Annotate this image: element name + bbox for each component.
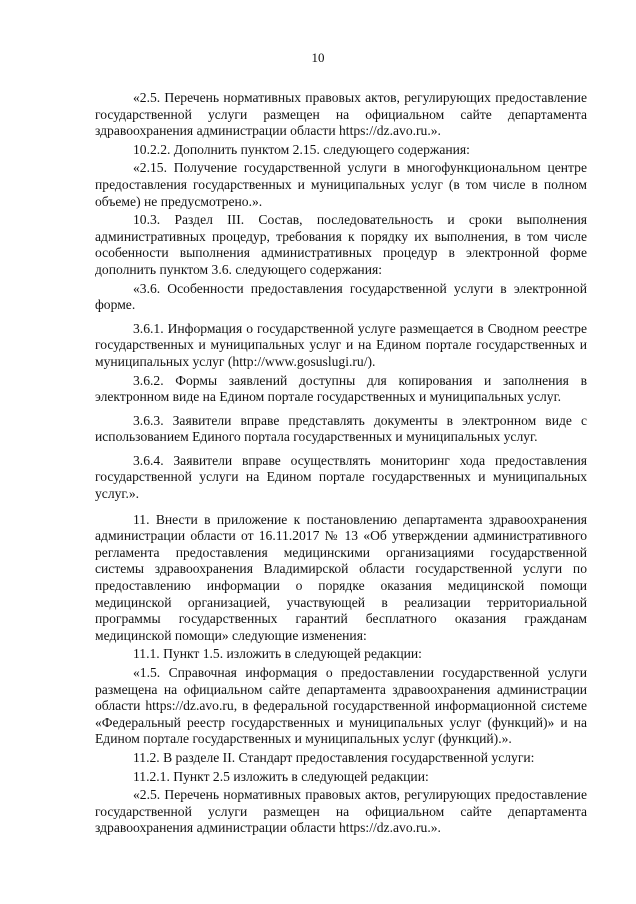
paragraph-11-2-1: 11.2.1. Пункт 2.5 изложить в следующей редакции: [133, 768, 429, 784]
paragraph-10-2-2: 10.2.2. Дополнить пунктом 2.15. следующего содержания: [133, 141, 470, 157]
paragraph-11-1: 11.1. Пункт 1.5. изложить в следующей редакции: [133, 646, 422, 662]
paragraph-3-6-4: 3.6.4. Заявители вправе осуществлять мониторинг хода предоставления государственной услуги на Едином портале государственных и муниципальных услуг.». [95, 452, 587, 502]
document-body [95, 90, 587, 837]
paragraph-2-5-quote: «2.5. Перечень нормативных правовых актов, регулирующих предоставление государственной услуги размещен на официальном сайте департамента здравоохранения администрации области https://dz.avo.ru.». [95, 90, 587, 139]
paragraph-1-5-quote: «1.5. Справочная информация о предоставлении государственной услуги размещена на официальном сайте департамента здравоохранения администрации области https://dz.avo.ru, в федеральной государственной информационной системе «Федеральный реестр государственных и муниципальных услуг (функций)» и на Едином портале государственных и муниципальных услуг (функций).». [95, 665, 587, 747]
paragraph-2-15-quote: «2.15. Получение государственной услуги в многофункциональном центре предоставления государственных и муниципальных услуг (в том числе в полном объеме) не предусмотрено.». [95, 160, 587, 209]
paragraph-11-2: 11.2. В разделе II. Стандарт предоставления государственной услуги: [133, 749, 535, 765]
paragraph-3-6: «3.6. Особенности предоставления государственной услуги в электронной форме. [95, 280, 587, 313]
paragraph-3-6-3: 3.6.3. Заявители вправе представлять документы в электронном виде с использованием Единого портала государственных и муниципальных услуг. [95, 412, 587, 445]
paragraph-3-6-1: 3.6.1. Информация о государственной услуге размещается в Сводном реестре государственных и муниципальных услуг и на Едином портале государственных и муниципальных услуг (http://www.gosuslugi.ru/). [95, 320, 587, 369]
paragraph-3-6-2: 3.6.2. Формы заявлений доступны для копирования и заполнения в электронном виде на Едином портале государственных и муниципальных услуг. [95, 372, 587, 405]
page-number: 10 [311, 50, 325, 65]
paragraph-2-5-quote-repeat: «2.5. Перечень нормативных правовых актов, регулирующих предоставление государственной услуги размещен на официальном сайте департамента здравоохранения администрации области https://dz.avo.ru.». [95, 787, 587, 836]
paragraph-11: 11. Внести в приложение к постановлению департамента здравоохранения администрации области от 16.11.2017 № 13 «Об утверждении административного регламента предоставления медицинскими организациями государственной системы здравоохранения Владимирской области государственной услуги по предоставлению информации о порядке оказания медицинской помощи медицинской организацией, участвующей в реализации территориальной программы государственных гарантий бесплатного оказания гражданам медицинской помощи» следующие изменения: [95, 511, 587, 643]
paragraph-10-3: 10.3. Раздел III. Состав, последовательность и сроки выполнения административных процедур, требования к порядку их выполнения, в том числе особенности выполнения административных процедур в электронной форме дополнить пунктом 3.6. следующего содержания: [95, 212, 587, 277]
